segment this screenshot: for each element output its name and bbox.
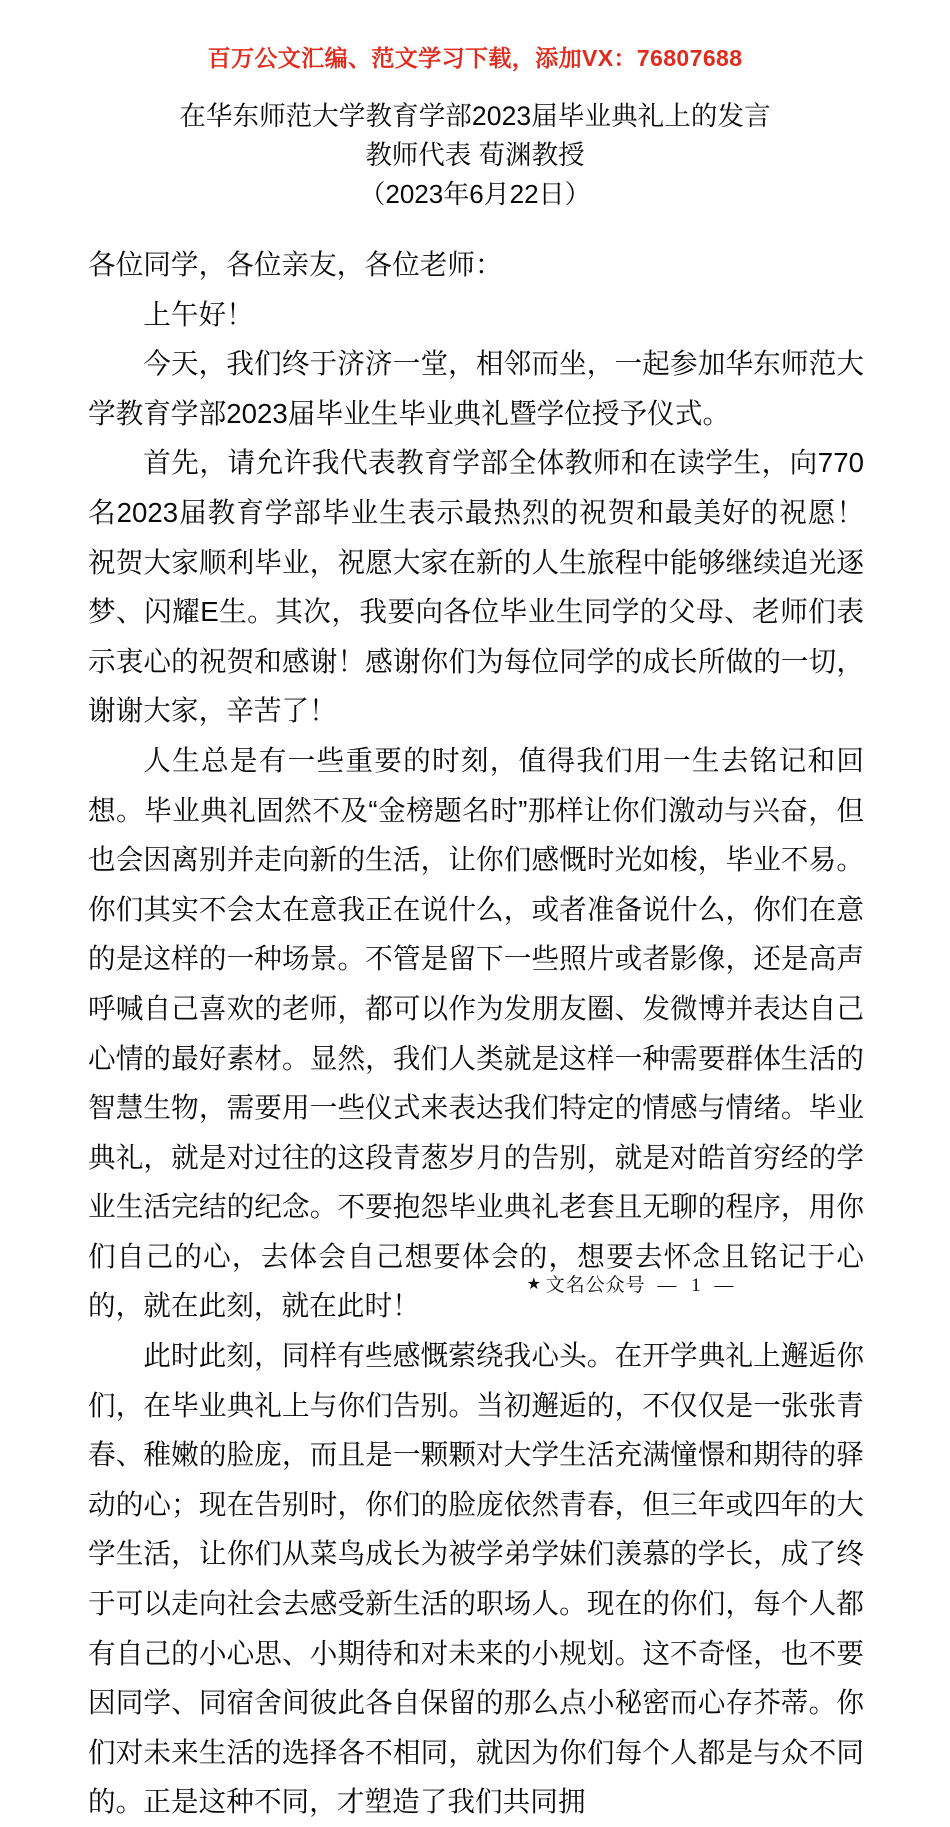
document-subtitle: 教师代表 荀渊教授 [365,140,585,170]
footer-watermark-label: 文名公众号 [545,1275,646,1296]
paragraph-moments: 人生总是有一些重要的时刻，值得我们用一生去铭记和回想。毕业典礼固然不及“金榜题名时”那样让你们激动与兴奋，但也会因离别并走向新的生活，让你们感慨时光如梭，毕业不易。你们其实不会太在意我正在说什么，或者准备说什么，你们在意的是这样的一种场景。不管是留下一些照片或者影像，还是高声呼喊自己喜欢的老师，都可以作为发朋友圈、发微博并表达自己心情的最好素材。显然，我们人类就是这样一种需要群体生活的智慧生物，需要用一些仪式来表达我们特定的情感与情绪。毕业典礼，就是对过往的这段青葱岁月的告别，就是对皓首穷经的学业生活完结的纪念。不要抱怨毕业典礼老套且无聊的程序，用你们自己的心，去体会自己想要体会的，想要去怀念且铭记于心的，就在此刻，就在此时！ [88,744,864,1322]
page-number: 1 [691,1275,701,1296]
footer-dash-right: — [714,1275,735,1296]
paragraph-opening: 今天，我们终于济济一堂，相邻而坐，一起参加华东师范大学教育学部2023届毕业生毕业典礼暨学位授予仪式。 [88,348,864,429]
page-footer [0,1272,950,1299]
document-date: （2023年6月22日） [359,179,591,209]
paragraph-congratulations: 首先，请允许我代表教育学部全体教师和在读学生，向770名2023届教育学部毕业生表示最热烈的祝贺和最美好的祝愿！祝贺大家顺利毕业，祝愿大家在新的人生旅程中能够继续追光逐梦、闪耀E生。其次，我要向各位毕业生同学的父母、老师们表示衷心的祝贺和感谢！感谢你们为每位同学的成长所做的一切，谢谢大家，辛苦了！ [88,447,864,727]
star-icon: ★ [526,1276,541,1293]
document-title: 在华东师范大学教育学部2023届毕业典礼上的发言 [179,101,771,131]
paragraph-salutation: 各位同学，各位亲友，各位老师： [88,249,503,280]
title-block [0,98,950,212]
promo-banner-text: 百万公文汇编、范文学习下载，添加VX：76807688 [207,45,743,71]
document-body [88,240,864,1827]
paragraph-reflection: 此时此刻，同样有些感慨萦绕我心头。在开学典礼上邂逅你们，在毕业典礼上与你们告别。当初邂逅的，不仅仅是一张张青春、稚嫩的脸庞，而且是一颗颗对大学生活充满憧憬和期待的驿动的心；现在告别时，你们的脸庞依然青春，但三年或四年的大学生活，让你们从菜鸟成长为被学弟学妹们羡慕的学长，成了终于可以走向社会去感受新生活的职场人。现在的你们，每个人都有自己的小心思、小期待和对未来的小规划。这不奇怪，也不要因同学、同宿舍间彼此各自保留的那么点小秘密而心存芥蒂。你们对未来生活的选择各不相同，就因为你们每个人都是与众不同的。正是这种不同，才塑造了我们共同拥 [88,1340,864,1818]
footer-dash-left: — [657,1275,678,1296]
paragraph-greeting: 上午好！ [143,298,254,330]
footer-inner [527,1272,742,1299]
